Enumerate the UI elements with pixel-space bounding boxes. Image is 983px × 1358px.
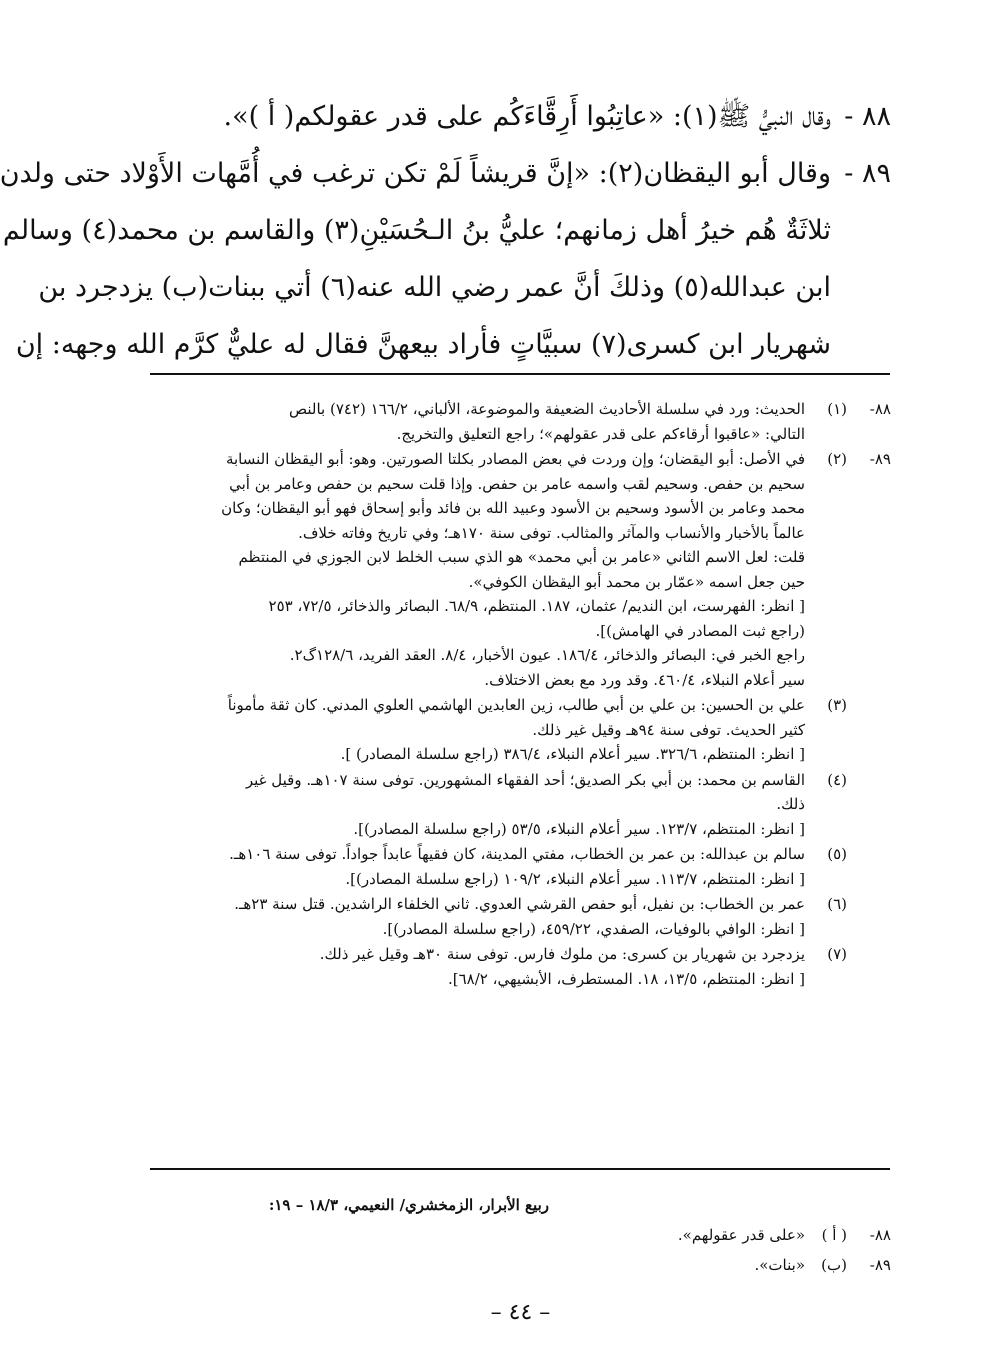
footnote-line: [ انظر: المنتظم، ١٣/٥، ١٨. المستطرف، الأبشيهي، ٦٨/٢]. xyxy=(448,969,805,988)
footnote-group-number: ٨٩- xyxy=(869,450,891,468)
variant-readings xyxy=(151,1190,891,1280)
footnote-text xyxy=(151,447,805,692)
footnote-number: (٧) xyxy=(827,945,847,963)
footnote-line: يزدجرد بن شهريار بن كسرى: من ملوك فارس. توفى سنة ٣٠هـ وقيل غير ذلك. xyxy=(319,945,805,963)
main-line xyxy=(0,145,891,202)
page-number: – ٤٤ – xyxy=(490,1300,551,1325)
footnote-line: الحديث: ورد في سلسلة الأحاديث الضعيفة والموضوعة، الألباني، ١٦٦/٢ (٧٤٢) بالنص xyxy=(289,400,805,418)
footnote-number: (٣) xyxy=(827,696,847,714)
variant-text: «على قدر عقولهم». xyxy=(677,1226,805,1244)
footnote-text xyxy=(151,693,805,767)
footnote-text xyxy=(151,768,805,842)
footnote-line: محمد وعامر بن الأسود وسحيم بن الأسود وعبيد الله بن فائد وأبو إسحاق فهو أبو اليقظان؛ وكان xyxy=(221,499,805,517)
footnote xyxy=(151,768,891,842)
footnote-line: [ انظر: المنتظم، ١١٣/٧. سير أعلام النبلاء، ١٠٩/٢ (راجع سلسلة المصادر)]. xyxy=(345,869,805,888)
footnotes xyxy=(151,397,891,992)
main-text xyxy=(0,88,891,373)
main-line-text: ثلاثَةٌ هُم خيرُ أهل زمانهم؛ عليُّ بنُ الـحُسَيْنِ(٣) والقاسم بن محمد(٤) وسالم xyxy=(2,215,831,246)
main-line-text: وقال أبو اليقظان(٢): «إنَّ قريشاً لَمْ تكن ترغب في أُمَّهات الأَوْلاد حتى ولدن xyxy=(0,158,831,189)
variants-heading: ربيع الأبرار، الزمخشري/ النعيمي، ١٨/٣ – ١٩: xyxy=(268,1196,549,1214)
footnote-line: [ انظر: الوافي بالوفيات، الصفدي، ٤٥٩/٢٢، (راجع سلسلة المصادر)]. xyxy=(382,919,805,938)
footnote-text xyxy=(151,942,805,991)
main-line xyxy=(151,88,891,145)
footnote-line: راجع الخبر في: البصائر والذخائر، ١٨٦/٤. عيون الأخبار، ٨/٤. العقد الفريد، ١٢٨/٦گ٢. xyxy=(289,646,805,664)
variant-text: «بنات». xyxy=(754,1256,805,1274)
footnote-line: في الأصل: أبو اليقضان؛ وإن وردت في بعض المصادر بكلتا الصورتين. وهو: أبو اليقظان النسابة xyxy=(225,450,805,468)
variant-item-number: ٨٨- xyxy=(869,1226,891,1244)
variant-mark: (ب) xyxy=(821,1256,847,1274)
footnote-line: سحيم بن حفص. وسحيم لقب واسمه عامر بن حفص. وإذا قلت سحيم بن حفص وعامر بن أبي xyxy=(229,474,805,493)
footnote-line: القاسم بن محمد: بن أبي بكر الصديق؛ أحد الفقهاء المشهورين. توفى سنة ١٠٧هـ. وقيل غير xyxy=(245,770,805,789)
main-line xyxy=(38,259,891,316)
footnote-line: سالم بن عبدالله: بن عمر بن الخطاب، مفتي المدينة، كان فقيهاً عابداً جواداً. توفى سنة ١٠٦هـ. xyxy=(229,845,805,863)
main-line-text: شهريار ابن كسرى(٧) سبيَّاتٍ فأراد بيعهنَّ فقال له عليٌّ كرَّم الله وجهه: إن xyxy=(15,329,831,360)
footnote-number: (١) xyxy=(827,400,847,418)
footnote-line: قلت: لعل الاسم الثاني «عامر بن أبي محمد» هو الذي سبب الخلط لابن الجوزي في المنتظم xyxy=(238,548,805,566)
footnote-text xyxy=(151,397,805,446)
item-number: ٨٩ - xyxy=(844,158,891,189)
footnote-line: [ انظر: المنتظم، ١٢٣/٧. سير أعلام النبلاء، ٥٣/٥ (راجع سلسلة المصادر)]. xyxy=(353,819,805,838)
footnote-number: (٢) xyxy=(827,450,847,468)
variant-item xyxy=(151,1220,891,1250)
footnote-line: سير أعلام النبلاء، ٤٦٠/٤. وقد ورد مع بعض الاختلاف. xyxy=(484,670,805,689)
footnote-line: علي بن الحسين: بن علي بن أبي طالب، زين العابدين الهاشمي العلوي المدني. كان ثقة مأموناً xyxy=(227,696,805,714)
variant-mark: ( أ ) xyxy=(821,1226,847,1244)
footnote-line: [ انظر: المنتظم، ٣٢٦/٦. سير أعلام النبلاء، ٣٨٦/٤ (راجع سلسلة المصادر) ]. xyxy=(340,745,805,763)
variants-divider xyxy=(150,1168,890,1170)
footnote-line: عالماً بالأخبار والأنساب والمآثر والمثالب. توفى سنة ١٧٠هـ؛ وفي تاريخ وفاته خلاف. xyxy=(298,523,805,542)
footnote xyxy=(151,447,891,692)
footnote-line: ذلك. xyxy=(776,795,805,813)
footnote-line: [ انظر: الفهرست، ابن النديم/ عثمان، ١٨٧. المنتظم، ٦٨/٩. البصائر والذخائر، ٧٢/٥، ٢٥٣ xyxy=(268,597,805,615)
footnote xyxy=(151,842,891,891)
footnote xyxy=(151,397,891,446)
variant-item-number: ٨٩- xyxy=(869,1256,891,1274)
footnote-divider xyxy=(150,373,890,375)
footnote-line: عمر بن الخطاب: بن نفيل، أبو حفص القرشي العدوي. ثاني الخلفاء الراشدين. قتل سنة ٢٣هـ. xyxy=(234,895,805,913)
footnote-line: التالي: «عاقبوا أرقاءكم على قدر عقولهم»؛ راجع التعليق والتخريج. xyxy=(396,424,805,443)
main-line-text: ابن عبدالله(٥) وذلكَ أنَّ عمر رضي الله عنه(٦) أتي ببنات(ب) يزدجرد بن xyxy=(38,272,831,303)
main-line xyxy=(15,316,891,373)
main-line-text: وقال النبيُّ ﷺ(١): «عاتِبُوا أَرِقَّاءَكُم على قدر عقولكم( أ )». xyxy=(223,101,831,132)
item-number: ٨٨ - xyxy=(844,101,891,132)
footnote-number: (٦) xyxy=(827,895,847,913)
footnote xyxy=(151,892,891,941)
variant-item xyxy=(151,1250,891,1280)
footnote-line: كثير الحديث. توفى سنة ٩٤هـ وقيل غير ذلك. xyxy=(532,720,805,739)
footnote xyxy=(151,942,891,991)
footnote xyxy=(151,693,891,767)
footnote-text xyxy=(151,892,805,941)
footnote-line: (راجع ثبت المصادر في الهامش)]. xyxy=(595,621,805,640)
footnote-text xyxy=(151,842,805,891)
footnote-number: (٥) xyxy=(827,845,847,863)
footnote-group-number: ٨٨- xyxy=(869,400,891,418)
main-line xyxy=(2,202,891,259)
footnote-line: حين جعل اسمه «عمّار بن محمد أبو اليقظان الكوفي». xyxy=(468,572,805,591)
footnote-number: (٤) xyxy=(827,770,847,789)
